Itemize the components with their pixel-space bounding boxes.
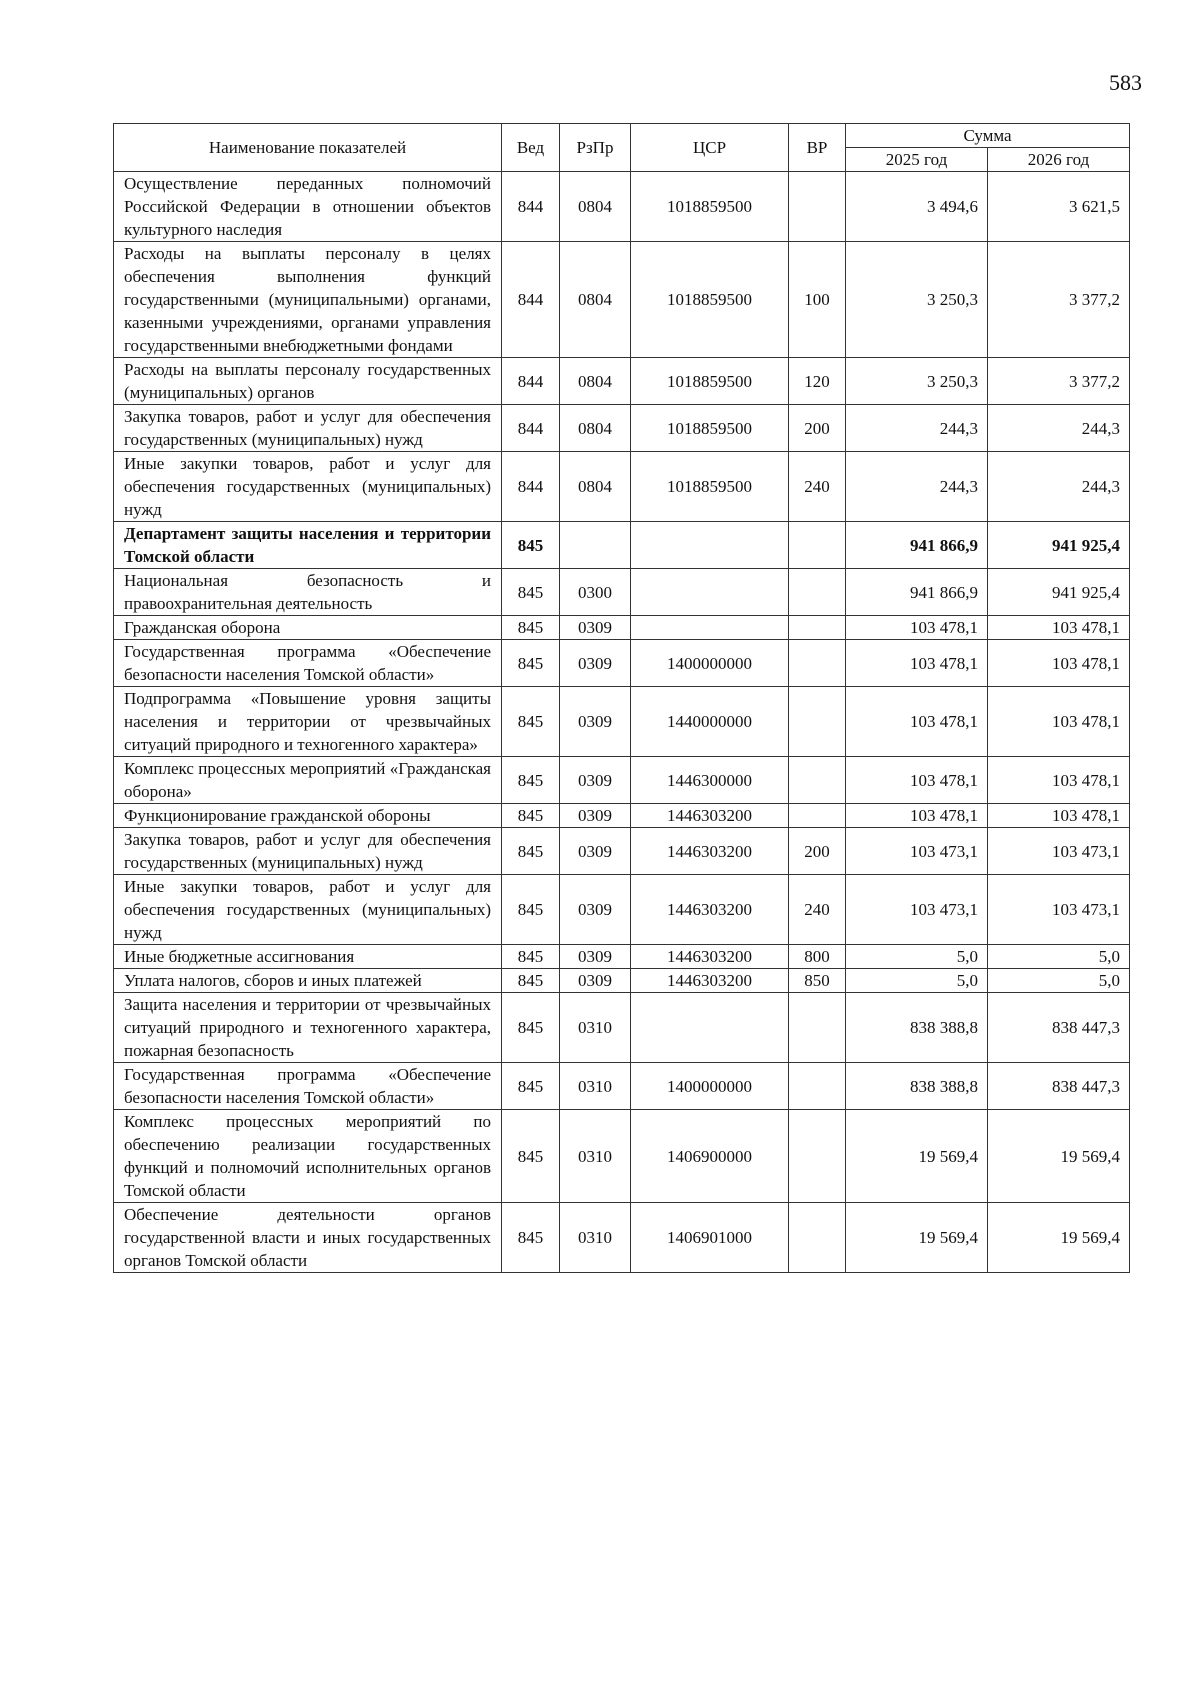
header-2026: 2026 год [988, 148, 1130, 172]
table-row [114, 1063, 1130, 1110]
row-name-cell: Уплата налогов, сборов и иных платежей [114, 969, 502, 993]
row-2026-cell: 3 377,2 [988, 358, 1130, 405]
row-name-cell: Расходы на выплаты персоналу в целях обеспечения выполнения функций государственными (муниципальными) органами, казенными учреждениями, органами управления государственными внебюджетными фондами [114, 242, 502, 358]
row-rzpr-cell: 0309 [560, 757, 631, 804]
table-row [114, 522, 1130, 569]
row-2025-cell: 103 478,1 [846, 804, 988, 828]
row-ved-cell: 845 [502, 993, 560, 1063]
header-name: Наименование показателей [114, 124, 502, 172]
row-ved-cell: 844 [502, 242, 560, 358]
row-ved-cell: 845 [502, 757, 560, 804]
row-csr-cell: 1400000000 [631, 640, 789, 687]
row-csr-cell: 1440000000 [631, 687, 789, 757]
row-vr-cell [789, 804, 846, 828]
row-2026-cell: 838 447,3 [988, 993, 1130, 1063]
row-rzpr-cell: 0309 [560, 969, 631, 993]
row-rzpr-cell: 0804 [560, 358, 631, 405]
row-ved-cell: 845 [502, 687, 560, 757]
row-name-cell: Государственная программа «Обеспечение безопасности населения Томской области» [114, 640, 502, 687]
row-2025-cell: 838 388,8 [846, 993, 988, 1063]
row-rzpr-cell: 0309 [560, 687, 631, 757]
row-rzpr-cell: 0309 [560, 616, 631, 640]
row-2026-cell: 103 478,1 [988, 616, 1130, 640]
row-csr-cell [631, 522, 789, 569]
row-ved-cell: 845 [502, 875, 560, 945]
row-csr-cell [631, 569, 789, 616]
row-2026-cell: 103 478,1 [988, 804, 1130, 828]
row-csr-cell: 1018859500 [631, 172, 789, 242]
row-2026-cell: 838 447,3 [988, 1063, 1130, 1110]
row-rzpr-cell: 0309 [560, 945, 631, 969]
row-2025-cell: 103 478,1 [846, 616, 988, 640]
row-rzpr-cell: 0804 [560, 242, 631, 358]
row-name-cell: Закупка товаров, работ и услуг для обеспечения государственных (муниципальных) нужд [114, 828, 502, 875]
row-2025-cell: 103 478,1 [846, 687, 988, 757]
table-row [114, 875, 1130, 945]
row-2025-cell: 3 250,3 [846, 358, 988, 405]
row-ved-cell: 845 [502, 616, 560, 640]
row-name-cell: Государственная программа «Обеспечение безопасности населения Томской области» [114, 1063, 502, 1110]
row-vr-cell: 200 [789, 405, 846, 452]
row-name-cell: Расходы на выплаты персоналу государственных (муниципальных) органов [114, 358, 502, 405]
row-2025-cell: 941 866,9 [846, 569, 988, 616]
row-rzpr-cell: 0309 [560, 804, 631, 828]
row-2025-cell: 838 388,8 [846, 1063, 988, 1110]
row-name-cell: Комплекс процессных мероприятий «Гражданская оборона» [114, 757, 502, 804]
table-row [114, 969, 1130, 993]
row-ved-cell: 845 [502, 1110, 560, 1203]
row-2025-cell: 103 473,1 [846, 828, 988, 875]
row-rzpr-cell [560, 522, 631, 569]
row-2026-cell: 103 478,1 [988, 687, 1130, 757]
row-name-cell: Обеспечение деятельности органов государственной власти и иных государственных органов Томской области [114, 1203, 502, 1273]
row-vr-cell [789, 522, 846, 569]
table-row [114, 569, 1130, 616]
row-rzpr-cell: 0309 [560, 640, 631, 687]
row-rzpr-cell: 0310 [560, 1203, 631, 1273]
row-name-cell: Иные закупки товаров, работ и услуг для обеспечения государственных (муниципальных) нужд [114, 875, 502, 945]
row-rzpr-cell: 0310 [560, 1110, 631, 1203]
row-name-cell: Функционирование гражданской обороны [114, 804, 502, 828]
row-ved-cell: 845 [502, 640, 560, 687]
table-row [114, 993, 1130, 1063]
table-row [114, 1110, 1130, 1203]
budget-table [113, 123, 1130, 1273]
row-2026-cell: 103 473,1 [988, 828, 1130, 875]
header-csr: ЦСР [631, 124, 789, 172]
row-2026-cell: 941 925,4 [988, 522, 1130, 569]
row-vr-cell: 850 [789, 969, 846, 993]
row-csr-cell: 1446303200 [631, 969, 789, 993]
row-name-cell: Комплекс процессных мероприятий по обеспечению реализации государственных функций и полномочий исполнительных органов Томской области [114, 1110, 502, 1203]
row-vr-cell [789, 172, 846, 242]
row-vr-cell [789, 1063, 846, 1110]
row-name-cell: Осуществление переданных полномочий Российской Федерации в отношении объектов культурного наследия [114, 172, 502, 242]
row-2026-cell: 103 478,1 [988, 757, 1130, 804]
row-2026-cell: 103 473,1 [988, 875, 1130, 945]
row-vr-cell [789, 1203, 846, 1273]
row-csr-cell: 1446303200 [631, 804, 789, 828]
row-2025-cell: 103 478,1 [846, 757, 988, 804]
row-rzpr-cell: 0804 [560, 452, 631, 522]
table-row [114, 640, 1130, 687]
row-name-cell: Национальная безопасность и правоохранительная деятельность [114, 569, 502, 616]
row-rzpr-cell: 0310 [560, 993, 631, 1063]
table-row [114, 828, 1130, 875]
row-csr-cell: 1446300000 [631, 757, 789, 804]
row-name-cell: Иные бюджетные ассигнования [114, 945, 502, 969]
row-vr-cell [789, 616, 846, 640]
row-csr-cell: 1446303200 [631, 945, 789, 969]
row-vr-cell [789, 687, 846, 757]
row-ved-cell: 844 [502, 452, 560, 522]
table-row [114, 804, 1130, 828]
row-2026-cell: 244,3 [988, 452, 1130, 522]
row-name-cell: Иные закупки товаров, работ и услуг для обеспечения государственных (муниципальных) нужд [114, 452, 502, 522]
row-2026-cell: 244,3 [988, 405, 1130, 452]
header-rzpr: РзПр [560, 124, 631, 172]
row-ved-cell: 845 [502, 945, 560, 969]
row-rzpr-cell: 0804 [560, 172, 631, 242]
row-ved-cell: 844 [502, 172, 560, 242]
row-name-cell: Защита населения и территории от чрезвычайных ситуаций природного и техногенного характера, пожарная безопасность [114, 993, 502, 1063]
row-ved-cell: 845 [502, 569, 560, 616]
table-header [114, 124, 1130, 172]
row-2025-cell: 103 473,1 [846, 875, 988, 945]
row-2025-cell: 3 250,3 [846, 242, 988, 358]
table-row [114, 1203, 1130, 1273]
row-ved-cell: 844 [502, 358, 560, 405]
row-vr-cell: 240 [789, 452, 846, 522]
row-rzpr-cell: 0300 [560, 569, 631, 616]
row-2025-cell: 244,3 [846, 405, 988, 452]
row-csr-cell: 1406901000 [631, 1203, 789, 1273]
table-body [114, 172, 1130, 1273]
table-row [114, 687, 1130, 757]
row-name-cell: Закупка товаров, работ и услуг для обеспечения государственных (муниципальных) нужд [114, 405, 502, 452]
row-ved-cell: 844 [502, 405, 560, 452]
row-csr-cell: 1018859500 [631, 405, 789, 452]
row-rzpr-cell: 0310 [560, 1063, 631, 1110]
table-row [114, 172, 1130, 242]
row-csr-cell [631, 993, 789, 1063]
row-2025-cell: 244,3 [846, 452, 988, 522]
row-rzpr-cell: 0309 [560, 875, 631, 945]
header-ved: Вед [502, 124, 560, 172]
table-row [114, 405, 1130, 452]
header-2025: 2025 год [846, 148, 988, 172]
table-row [114, 452, 1130, 522]
header-vr: ВР [789, 124, 846, 172]
row-csr-cell: 1018859500 [631, 452, 789, 522]
row-2025-cell: 5,0 [846, 945, 988, 969]
row-ved-cell: 845 [502, 1063, 560, 1110]
table-row [114, 945, 1130, 969]
row-name-cell: Гражданская оборона [114, 616, 502, 640]
row-vr-cell: 240 [789, 875, 846, 945]
header-sum: Сумма [846, 124, 1130, 148]
row-2026-cell: 941 925,4 [988, 569, 1130, 616]
row-2025-cell: 5,0 [846, 969, 988, 993]
row-vr-cell: 100 [789, 242, 846, 358]
row-2026-cell: 3 377,2 [988, 242, 1130, 358]
row-csr-cell: 1018859500 [631, 358, 789, 405]
row-ved-cell: 845 [502, 969, 560, 993]
row-rzpr-cell: 0309 [560, 828, 631, 875]
row-csr-cell: 1446303200 [631, 828, 789, 875]
row-vr-cell [789, 640, 846, 687]
table-row [114, 358, 1130, 405]
row-ved-cell: 845 [502, 522, 560, 569]
row-csr-cell [631, 616, 789, 640]
row-csr-cell: 1018859500 [631, 242, 789, 358]
row-ved-cell: 845 [502, 804, 560, 828]
row-2026-cell: 19 569,4 [988, 1203, 1130, 1273]
row-vr-cell [789, 993, 846, 1063]
table-row [114, 757, 1130, 804]
row-2026-cell: 5,0 [988, 969, 1130, 993]
row-2025-cell: 19 569,4 [846, 1203, 988, 1273]
row-2026-cell: 19 569,4 [988, 1110, 1130, 1203]
row-vr-cell [789, 757, 846, 804]
row-csr-cell: 1400000000 [631, 1063, 789, 1110]
table-row [114, 242, 1130, 358]
row-ved-cell: 845 [502, 1203, 560, 1273]
row-rzpr-cell: 0804 [560, 405, 631, 452]
row-vr-cell: 200 [789, 828, 846, 875]
row-2025-cell: 3 494,6 [846, 172, 988, 242]
row-vr-cell [789, 1110, 846, 1203]
table-row [114, 616, 1130, 640]
row-name-cell: Подпрограмма «Повышение уровня защиты населения и территории от чрезвычайных ситуаций природного и техногенного характера» [114, 687, 502, 757]
row-2025-cell: 19 569,4 [846, 1110, 988, 1203]
row-2026-cell: 3 621,5 [988, 172, 1130, 242]
row-csr-cell: 1406900000 [631, 1110, 789, 1203]
row-vr-cell [789, 569, 846, 616]
row-name-cell: Департамент защиты населения и территории Томской области [114, 522, 502, 569]
row-2026-cell: 103 478,1 [988, 640, 1130, 687]
row-2026-cell: 5,0 [988, 945, 1130, 969]
row-vr-cell: 120 [789, 358, 846, 405]
row-2025-cell: 103 478,1 [846, 640, 988, 687]
row-csr-cell: 1446303200 [631, 875, 789, 945]
row-ved-cell: 845 [502, 828, 560, 875]
page-number: 583 [1109, 70, 1142, 95]
row-vr-cell: 800 [789, 945, 846, 969]
row-2025-cell: 941 866,9 [846, 522, 988, 569]
